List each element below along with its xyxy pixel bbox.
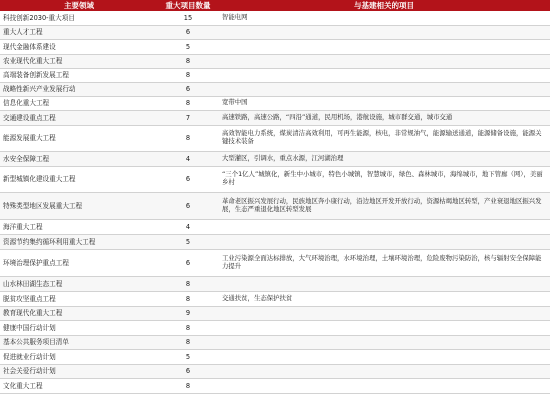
table-row bbox=[0, 249, 550, 276]
field-cell: 高端装备创新发展工程 bbox=[0, 68, 158, 82]
projects-cell: 高效智能电力系统，煤炭清洁高效利用，可再生能源，核电，非常规油气，能源输送通道，能源储备设施，能源关键技术装备 bbox=[218, 125, 550, 151]
projects-cell bbox=[218, 335, 550, 349]
count-cell: 8 bbox=[158, 378, 218, 393]
field-cell: 资源节约集约循环利用重大工程 bbox=[0, 234, 158, 249]
projects-cell bbox=[218, 54, 550, 68]
projects-cell: 智能电网 bbox=[218, 11, 550, 25]
count-cell: 5 bbox=[158, 234, 218, 249]
table-row bbox=[0, 349, 550, 364]
projects-cell bbox=[218, 378, 550, 393]
header-count: 重大项目数量 bbox=[158, 0, 218, 11]
table-row bbox=[0, 166, 550, 192]
table-body bbox=[0, 11, 550, 393]
table-row bbox=[0, 96, 550, 110]
field-cell: 脱贫攻坚重点工程 bbox=[0, 291, 158, 306]
table-row bbox=[0, 68, 550, 82]
projects-cell bbox=[218, 68, 550, 82]
projects-cell: 大型灌区，引调水，重点水源，江河湖治理 bbox=[218, 151, 550, 166]
table-row bbox=[0, 192, 550, 219]
projects-cell: “三个1亿人”城镇化，新生中小城市，特色小城镇，智慧城市，绿色、森林城市，海绵城市，地下管廊（网），美丽乡村 bbox=[218, 166, 550, 192]
count-cell: 8 bbox=[158, 96, 218, 110]
count-cell: 7 bbox=[158, 110, 218, 125]
table-row bbox=[0, 234, 550, 249]
field-cell: 农业现代化重大工程 bbox=[0, 54, 158, 68]
table-row bbox=[0, 39, 550, 54]
count-cell: 4 bbox=[158, 151, 218, 166]
projects-cell bbox=[218, 25, 550, 39]
table-row bbox=[0, 335, 550, 349]
table-row bbox=[0, 82, 550, 96]
table-row bbox=[0, 378, 550, 393]
count-cell: 6 bbox=[158, 25, 218, 39]
count-cell: 8 bbox=[158, 125, 218, 151]
table-row bbox=[0, 219, 550, 234]
count-cell: 9 bbox=[158, 306, 218, 320]
count-cell: 8 bbox=[158, 320, 218, 335]
count-cell: 6 bbox=[158, 192, 218, 219]
field-cell: 能源发展重大工程 bbox=[0, 125, 158, 151]
projects-cell bbox=[218, 39, 550, 54]
field-cell: 山水林田湖生态工程 bbox=[0, 276, 158, 291]
projects-cell bbox=[218, 306, 550, 320]
projects-cell: 交通扶贫，生态保护扶贫 bbox=[218, 291, 550, 306]
projects-cell bbox=[218, 364, 550, 378]
field-cell: 交通建设重点工程 bbox=[0, 110, 158, 125]
count-cell: 6 bbox=[158, 249, 218, 276]
table-row bbox=[0, 110, 550, 125]
count-cell: 8 bbox=[158, 54, 218, 68]
count-cell: 8 bbox=[158, 276, 218, 291]
field-cell: 海洋重大工程 bbox=[0, 219, 158, 234]
table-row bbox=[0, 25, 550, 39]
projects-cell: 革命老区振兴发展行动，民族地区奔小康行动，沿边地区开发开放行动，资源枯竭地区转型，产业衰退地区振兴发展，生态严重退化地区转型发展 bbox=[218, 192, 550, 219]
field-cell: 健康中国行动计划 bbox=[0, 320, 158, 335]
field-cell: 水安全保障工程 bbox=[0, 151, 158, 166]
count-cell: 6 bbox=[158, 364, 218, 378]
table-row bbox=[0, 54, 550, 68]
projects-cell bbox=[218, 349, 550, 364]
projects-cell bbox=[218, 234, 550, 249]
field-cell: 现代金融体系建设 bbox=[0, 39, 158, 54]
table-row bbox=[0, 125, 550, 151]
projects-cell bbox=[218, 320, 550, 335]
field-cell: 信息化重大工程 bbox=[0, 96, 158, 110]
field-cell: 战略性新兴产业发展行动 bbox=[0, 82, 158, 96]
count-cell: 6 bbox=[158, 82, 218, 96]
projects-cell: 工业污染源全面达标排放，大气环境治理，水环境治理，土壤环境治理，危险废物污染防治，核与辐射安全保障能力提升 bbox=[218, 249, 550, 276]
projects-cell bbox=[218, 82, 550, 96]
table-row bbox=[0, 320, 550, 335]
field-cell: 新型城镇化建设重大工程 bbox=[0, 166, 158, 192]
projects-cell bbox=[218, 276, 550, 291]
count-cell: 8 bbox=[158, 291, 218, 306]
projects-cell: 宽带中国 bbox=[218, 96, 550, 110]
count-cell: 6 bbox=[158, 166, 218, 192]
projects-cell bbox=[218, 219, 550, 234]
field-cell: 教育现代化重大工程 bbox=[0, 306, 158, 320]
field-cell: 特殊类型地区发展重大工程 bbox=[0, 192, 158, 219]
field-cell: 促进就业行动计划 bbox=[0, 349, 158, 364]
field-cell: 基本公共服务项目清单 bbox=[0, 335, 158, 349]
table-row bbox=[0, 151, 550, 166]
table-header-row bbox=[0, 0, 550, 11]
table-row bbox=[0, 291, 550, 306]
count-cell: 4 bbox=[158, 219, 218, 234]
table-row bbox=[0, 276, 550, 291]
table-row bbox=[0, 364, 550, 378]
field-cell: 科技创新2030-重大项目 bbox=[0, 11, 158, 25]
count-cell: 8 bbox=[158, 335, 218, 349]
count-cell: 8 bbox=[158, 68, 218, 82]
count-cell: 5 bbox=[158, 39, 218, 54]
field-cell: 文化重大工程 bbox=[0, 378, 158, 393]
header-field: 主要领域 bbox=[0, 0, 158, 11]
field-cell: 社会关爱行动计划 bbox=[0, 364, 158, 378]
count-cell: 15 bbox=[158, 11, 218, 25]
count-cell: 5 bbox=[158, 349, 218, 364]
table-row bbox=[0, 306, 550, 320]
field-cell: 重大人才工程 bbox=[0, 25, 158, 39]
table-row bbox=[0, 11, 550, 25]
header-projects: 与基建相关的项目 bbox=[218, 0, 550, 11]
projects-cell: 高速铁路，高速公路，“四沿”通道，民用机场，港航设施，城市群交通，城市交通 bbox=[218, 110, 550, 125]
field-cell: 环境治理保护重点工程 bbox=[0, 249, 158, 276]
